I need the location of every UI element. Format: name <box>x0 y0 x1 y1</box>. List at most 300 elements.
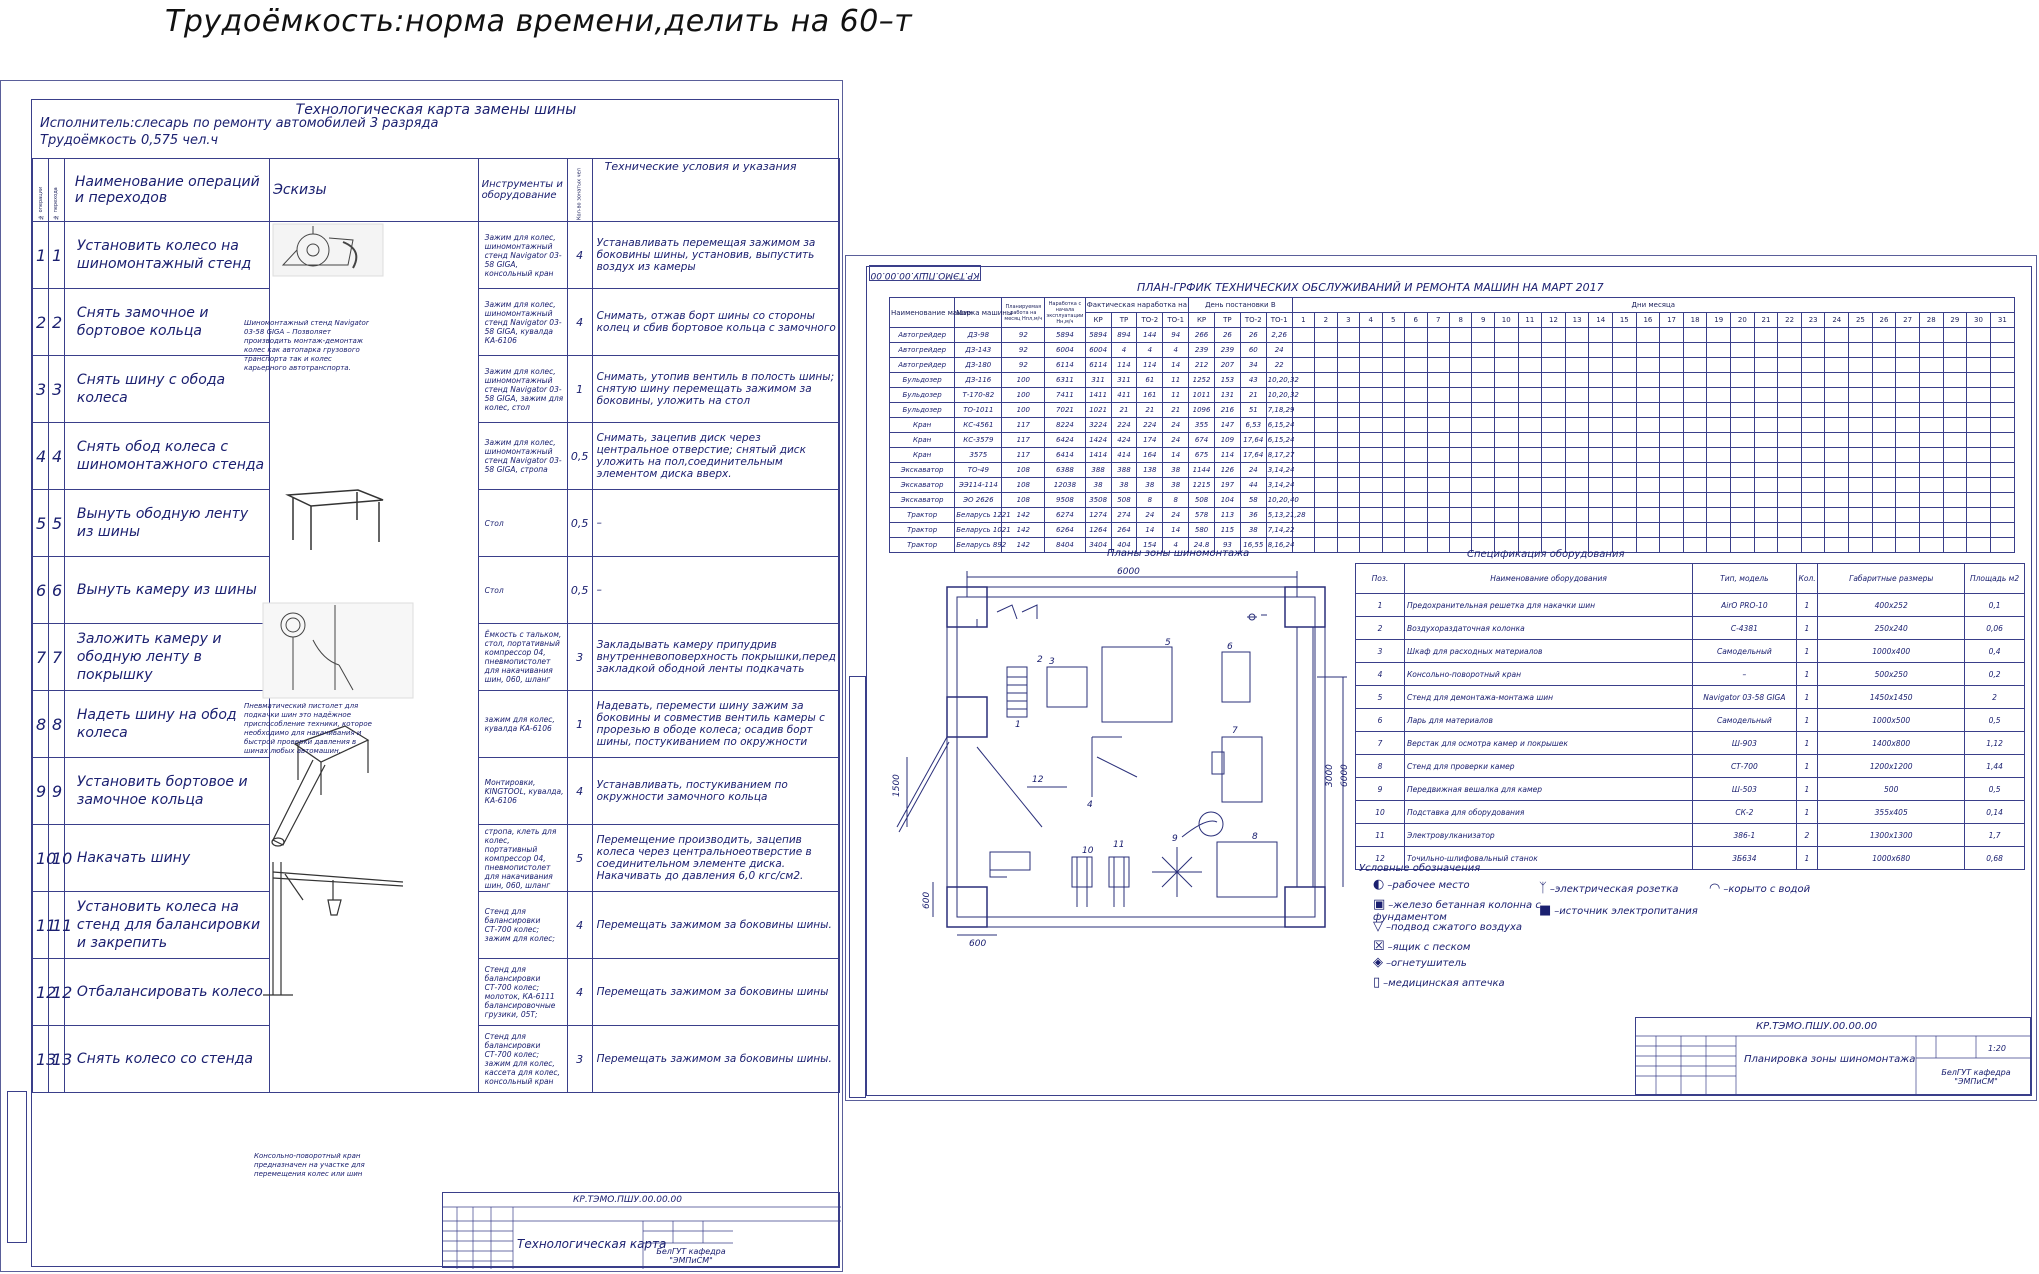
op-conditions: Снимать, утопив вентиль в полость шины; снятую шину перемещать зажимом за боковины, уложить на стол <box>592 356 839 423</box>
day-cell <box>1589 343 1613 358</box>
spec-cell: 1 <box>1796 847 1818 870</box>
day-cell <box>1449 403 1471 418</box>
day-cell <box>1707 493 1731 508</box>
day-cell <box>1472 448 1494 463</box>
step-number: 4 <box>48 423 64 490</box>
day-cell <box>1472 343 1494 358</box>
fact-value: 894 <box>1111 328 1137 343</box>
day-cell <box>1427 328 1449 343</box>
machine-name: Автогрейдер <box>890 343 955 358</box>
schedule-stamp-code: КР.ТЭМО.ПШУ.00.00.00 <box>1756 1021 1878 1032</box>
day-value: 93 <box>1214 538 1240 553</box>
day-cell <box>1943 343 1967 358</box>
card-labor: Трудоёмкость 0,575 чел.ч <box>40 133 219 148</box>
fact-value: 61 <box>1137 373 1163 388</box>
legend-label: –электрическая розетка <box>1549 884 1679 895</box>
day-cell <box>1315 373 1337 388</box>
spec-cell: 1 <box>1796 663 1818 686</box>
day-cell <box>1382 508 1404 523</box>
day-cell <box>1427 433 1449 448</box>
op-tools: зажим для колес, кувалда КА-6106 <box>478 691 567 758</box>
spec-cell: 0,68 <box>1965 847 2025 870</box>
spec-cell: Самодельный <box>1693 640 1796 663</box>
day-cell <box>1754 403 1778 418</box>
svg-text:6: 6 <box>1227 642 1233 652</box>
op-tools: Монтировки, KINGTOOL, кувалда, КА-6106 <box>478 758 567 825</box>
spec-cell: Предохранительная решетка для накачки шин <box>1404 594 1692 617</box>
day-cell <box>1589 433 1613 448</box>
schedule-table <box>889 297 2015 553</box>
day-cell <box>1542 403 1566 418</box>
day-cell <box>1660 328 1684 343</box>
day-cell <box>1707 418 1731 433</box>
op-name: Снять обод колеса с шиномонтажного стенда <box>64 423 269 490</box>
schedule-row <box>890 448 2015 463</box>
day-cell <box>1636 358 1660 373</box>
legend-label: –источник электропитания <box>1554 906 1698 917</box>
h-day-col: КР <box>1189 313 1215 328</box>
day-cell <box>1565 343 1589 358</box>
day-cell <box>1449 358 1471 373</box>
fact-value: 3404 <box>1085 538 1111 553</box>
day-cell <box>1337 478 1359 493</box>
day-cell <box>1778 538 1802 553</box>
spec-cell: – <box>1693 663 1796 686</box>
h-day: День постановки В <box>1189 298 1292 313</box>
day-cell <box>1427 418 1449 433</box>
machine-name: Бульдозер <box>890 403 955 418</box>
machine-name: Автогрейдер <box>890 358 955 373</box>
day-value: 266 <box>1189 328 1215 343</box>
op-conditions: Перемещать зажимом за боковины шины <box>592 959 839 1026</box>
machine-start: 6388 <box>1045 463 1085 478</box>
day-cell <box>1315 328 1337 343</box>
day-cell <box>1565 373 1589 388</box>
spec-cell: 1450х1450 <box>1818 686 1965 709</box>
day-cell <box>1360 493 1382 508</box>
machine-mark: ДЗ-180 <box>955 358 1002 373</box>
schedule-sheet <box>845 255 2037 1101</box>
day-cell <box>1589 418 1613 433</box>
day-cell <box>1315 463 1337 478</box>
card-executor: Исполнитель:слесарь по ремонту автомобилей 3 разряда <box>40 116 439 131</box>
day-cell <box>1778 493 1802 508</box>
op-name: Снять замочное и бортовое кольца <box>64 289 269 356</box>
fact-value: 1264 <box>1085 523 1111 538</box>
day-value: 24.8 <box>1189 538 1215 553</box>
day-cell <box>1589 493 1613 508</box>
water-trough-icon: ◠ <box>1709 881 1721 896</box>
day-value: 355 <box>1189 418 1215 433</box>
day-cell <box>1967 463 1991 478</box>
day-value: 26 <box>1214 328 1240 343</box>
day-value: 17,64 <box>1240 433 1266 448</box>
day-cell <box>1943 358 1967 373</box>
fact-value: 274 <box>1111 508 1137 523</box>
day-value: 16,55 <box>1240 538 1266 553</box>
day-value: 24 <box>1266 343 1292 358</box>
spec-row <box>1356 801 2025 824</box>
day-cell <box>1542 343 1566 358</box>
machine-mark: ТО-49 <box>955 463 1002 478</box>
legend <box>1359 877 1859 997</box>
spec-cell: Шкаф для расходных материалов <box>1404 640 1692 663</box>
fact-value: 1424 <box>1085 433 1111 448</box>
spec-cell: 3Б634 <box>1693 847 1796 870</box>
day-cell <box>1707 478 1731 493</box>
day-cell <box>1778 328 1802 343</box>
fact-value: 14 <box>1137 523 1163 538</box>
day-cell <box>1449 493 1471 508</box>
fact-value: 21 <box>1163 403 1189 418</box>
day-cell <box>1315 418 1337 433</box>
day-cell <box>1990 328 2014 343</box>
fact-value: 8 <box>1137 493 1163 508</box>
day-value: 212 <box>1189 358 1215 373</box>
spec-row <box>1356 617 2025 640</box>
legend-item <box>1539 903 1709 918</box>
machine-hours: 142 <box>1002 523 1045 538</box>
day-cell <box>1542 523 1566 538</box>
day-cell <box>1896 343 1920 358</box>
op-zone: 4 <box>567 222 592 289</box>
schedule-title-block <box>1635 1017 2031 1095</box>
day-cell <box>1707 433 1731 448</box>
fact-value: 38 <box>1163 463 1189 478</box>
spec-row <box>1356 663 2025 686</box>
day-cell <box>1990 433 2014 448</box>
svg-text:2: 2 <box>1037 655 1043 665</box>
legend-item <box>1373 939 1543 954</box>
day-cell <box>1360 403 1382 418</box>
fact-value: 424 <box>1111 433 1137 448</box>
spec-cell: 1 <box>1796 732 1818 755</box>
dim-600-v: 600 <box>922 891 932 909</box>
day-number: 5 <box>1382 313 1404 328</box>
op-number: 7 <box>33 624 49 691</box>
day-cell <box>1754 328 1778 343</box>
day-value: 207 <box>1214 358 1240 373</box>
day-value: 508 <box>1189 493 1215 508</box>
dim-6000: 6000 <box>1117 567 1140 577</box>
title-block-org: БелГУТ кафедра "ЭМПиСМ" <box>656 1247 726 1265</box>
day-cell <box>1990 493 2014 508</box>
day-cell <box>1990 508 2014 523</box>
day-cell <box>1707 448 1731 463</box>
day-cell <box>1405 373 1427 388</box>
spec-cell: СТ-700 <box>1693 755 1796 778</box>
day-value: 2,26 <box>1266 328 1292 343</box>
machine-mark: КС-3579 <box>955 433 1002 448</box>
day-cell <box>1943 478 1967 493</box>
spec-cell: 0,1 <box>1965 594 2025 617</box>
spec-cell: СК-2 <box>1693 801 1796 824</box>
op-zone: 4 <box>567 758 592 825</box>
step-number: 8 <box>48 691 64 758</box>
day-cell <box>1990 358 2014 373</box>
day-cell <box>1683 508 1707 523</box>
day-cell <box>1660 493 1684 508</box>
day-cell <box>1801 433 1825 448</box>
header-op-num: № операции <box>33 159 49 222</box>
op-name: Установить бортовое и замочное кольца <box>64 758 269 825</box>
machine-name: Кран <box>890 433 955 448</box>
day-cell <box>1518 343 1542 358</box>
day-cell <box>1494 523 1518 538</box>
op-tools: Стенд для балансировки СТ-700 колес; молоток, КА-6111 балансировочные грузики, 05Т; <box>478 959 567 1026</box>
day-cell <box>1542 373 1566 388</box>
day-cell <box>1337 343 1359 358</box>
spec-cell: 3 <box>1356 640 1405 663</box>
day-cell <box>1449 328 1471 343</box>
spec-cell: AirO PRO-10 <box>1693 594 1796 617</box>
day-cell <box>1337 373 1359 388</box>
day-cell <box>1967 403 1991 418</box>
spec-cell: 11 <box>1356 824 1405 847</box>
day-cell <box>1849 448 1873 463</box>
day-cell <box>1778 463 1802 478</box>
machine-hours: 92 <box>1002 358 1045 373</box>
op-name: Вынуть ободную ленту из шины <box>64 490 269 557</box>
sketch-note-gun: Пневматический пистолет для подкачки шин это надёжное приспособление техники, которое необходимо для накачивания и быстрой проверки давления в шинах любых автомашин. <box>244 702 372 755</box>
day-cell <box>1825 373 1849 388</box>
day-cell <box>1707 403 1731 418</box>
day-cell <box>1494 373 1518 388</box>
day-cell <box>1990 478 2014 493</box>
day-cell <box>1943 538 1967 553</box>
day-cell <box>1896 358 1920 373</box>
day-cell <box>1449 388 1471 403</box>
spec-cell: Передвижная вешалка для камер <box>1404 778 1692 801</box>
machine-name: Трактор <box>890 508 955 523</box>
day-value: 113 <box>1214 508 1240 523</box>
op-conditions: Перемещать зажимом за боковины шины. <box>592 892 839 959</box>
day-cell <box>1315 493 1337 508</box>
day-cell <box>1449 343 1471 358</box>
fact-value: 11 <box>1163 388 1189 403</box>
fact-value: 224 <box>1111 418 1137 433</box>
fact-value: 164 <box>1137 448 1163 463</box>
h-hours: Планируемая работа на месяц Нпл,м/ч <box>1002 298 1045 328</box>
day-cell <box>1754 538 1778 553</box>
spec-cell: 1 <box>1796 617 1818 640</box>
spec-cell: 5 <box>1356 686 1405 709</box>
spec-cell: 2 <box>1965 686 2025 709</box>
day-cell <box>1967 418 1991 433</box>
day-cell <box>1589 448 1613 463</box>
day-cell <box>1405 328 1427 343</box>
day-value: 115 <box>1214 523 1240 538</box>
rotated-code: КР.ТЭМО.ПШУ.00.00.00 <box>869 265 981 281</box>
spec-cell: 1 <box>1796 594 1818 617</box>
day-cell <box>1896 463 1920 478</box>
day-cell <box>1754 418 1778 433</box>
day-cell <box>1613 343 1637 358</box>
day-number: 13 <box>1565 313 1589 328</box>
spec-cell: 0,06 <box>1965 617 2025 640</box>
day-number: 9 <box>1472 313 1494 328</box>
spec-header: Наименование оборудования <box>1404 564 1692 594</box>
step-number: 3 <box>48 356 64 423</box>
day-cell <box>1919 433 1943 448</box>
spec-row <box>1356 686 2025 709</box>
day-value: 10,20,40 <box>1266 493 1292 508</box>
day-cell <box>1589 463 1613 478</box>
day-cell <box>1990 448 2014 463</box>
fact-value: 94 <box>1163 328 1189 343</box>
day-cell <box>1943 373 1967 388</box>
op-conditions: Снимать, зацепив диск через центральное отверстие; снятый диск уложить на пол,соединительным элементом диска вверх. <box>592 423 839 490</box>
air-supply-icon: ▽ <box>1373 919 1383 934</box>
day-cell <box>1360 388 1382 403</box>
op-tools: Стенд для балансировки СТ-700 колес; зажим для колес; <box>478 892 567 959</box>
day-number: 31 <box>1990 313 2014 328</box>
day-cell <box>1636 403 1660 418</box>
day-cell <box>1919 538 1943 553</box>
day-cell <box>1707 463 1731 478</box>
machine-mark: ЭЭ114-114 <box>955 478 1002 493</box>
day-cell <box>1943 328 1967 343</box>
spec-cell: 355х405 <box>1818 801 1965 824</box>
day-cell <box>1315 433 1337 448</box>
spec-row <box>1356 709 2025 732</box>
h-day-col: ТР <box>1214 313 1240 328</box>
op-conditions: – <box>592 557 839 624</box>
day-cell <box>1565 328 1589 343</box>
op-tools: Ёмкость с тальком, стол, портативный компрессор 04, пневмопистолет для накачивания шин, 060, шланг <box>478 624 567 691</box>
spec-cell: Воздухораздаточная колонка <box>1404 617 1692 640</box>
day-cell <box>1919 478 1943 493</box>
day-cell <box>1472 418 1494 433</box>
op-zone: 0,5 <box>567 490 592 557</box>
day-cell <box>1542 418 1566 433</box>
machine-name: Экскаватор <box>890 478 955 493</box>
day-cell <box>1427 448 1449 463</box>
day-value: 1144 <box>1189 463 1215 478</box>
day-cell <box>1636 328 1660 343</box>
day-cell <box>1589 508 1613 523</box>
legend-title: Условные обозначения <box>1359 863 1481 874</box>
day-cell <box>1472 433 1494 448</box>
fact-value: 4 <box>1163 343 1189 358</box>
day-cell <box>1337 418 1359 433</box>
day-cell <box>1683 493 1707 508</box>
day-value: 34 <box>1240 358 1266 373</box>
day-number: 1 <box>1292 313 1314 328</box>
day-value: 51 <box>1240 403 1266 418</box>
day-cell <box>1967 388 1991 403</box>
header-step-num: № перехода <box>48 159 64 222</box>
day-cell <box>1731 523 1755 538</box>
day-value: 3,14,24 <box>1266 463 1292 478</box>
day-cell <box>1382 403 1404 418</box>
day-cell <box>1896 418 1920 433</box>
fact-value: 404 <box>1111 538 1137 553</box>
machine-start: 8404 <box>1045 538 1085 553</box>
day-cell <box>1494 478 1518 493</box>
day-cell <box>1382 448 1404 463</box>
day-number: 4 <box>1360 313 1382 328</box>
day-cell <box>1825 418 1849 433</box>
day-cell <box>1360 448 1382 463</box>
op-number: 5 <box>33 490 49 557</box>
schedule-row <box>890 343 2015 358</box>
day-value: 114 <box>1214 448 1240 463</box>
h-name: Наименование машин <box>890 298 955 328</box>
h-day-col: ТО-1 <box>1266 313 1292 328</box>
title-block <box>442 1192 840 1268</box>
spec-row <box>1356 824 2025 847</box>
day-cell <box>1518 448 1542 463</box>
day-cell <box>1613 403 1637 418</box>
day-cell <box>1315 448 1337 463</box>
day-cell <box>1849 508 1873 523</box>
day-cell <box>1382 343 1404 358</box>
op-tools: Стол <box>478 490 567 557</box>
op-zone: 4 <box>567 959 592 1026</box>
op-zone: 0,5 <box>567 557 592 624</box>
op-name: Накачать шину <box>64 825 269 892</box>
op-conditions: Перемещать зажимом за боковины шины. <box>592 1026 839 1093</box>
day-cell <box>1683 358 1707 373</box>
fact-value: 388 <box>1111 463 1137 478</box>
day-cell <box>1427 388 1449 403</box>
day-cell <box>1801 373 1825 388</box>
header-conditions: Технические условия и указания <box>592 159 839 222</box>
day-cell <box>1613 463 1637 478</box>
fact-value: 21 <box>1137 403 1163 418</box>
day-cell <box>1565 508 1589 523</box>
day-cell <box>1449 523 1471 538</box>
day-cell <box>1292 523 1314 538</box>
day-cell <box>1778 358 1802 373</box>
legend-label: –огнетушитель <box>1386 958 1467 969</box>
day-cell <box>1919 418 1943 433</box>
day-value: 109 <box>1214 433 1240 448</box>
day-value: 147 <box>1214 418 1240 433</box>
spec-cell: 1200х1200 <box>1818 755 1965 778</box>
day-cell <box>1542 463 1566 478</box>
tech-card-frame <box>31 99 839 1267</box>
day-cell <box>1315 538 1337 553</box>
day-cell <box>1337 328 1359 343</box>
day-cell <box>1542 448 1566 463</box>
day-cell <box>1731 403 1755 418</box>
day-cell <box>1405 478 1427 493</box>
schedule-row <box>890 388 2015 403</box>
day-cell <box>1405 538 1427 553</box>
fact-value: 311 <box>1085 373 1111 388</box>
day-cell <box>1731 463 1755 478</box>
spec-cell: 1 <box>1796 709 1818 732</box>
day-cell <box>1754 388 1778 403</box>
day-cell <box>1872 433 1896 448</box>
day-cell <box>1849 328 1873 343</box>
svg-text:8: 8 <box>1252 832 1258 842</box>
step-number: 6 <box>48 557 64 624</box>
spec-cell: Верстак для осмотра камер и покрышек <box>1404 732 1692 755</box>
day-cell <box>1292 433 1314 448</box>
day-cell <box>1731 448 1755 463</box>
day-cell <box>1494 403 1518 418</box>
day-cell <box>1589 403 1613 418</box>
day-cell <box>1801 538 1825 553</box>
machine-mark: Беларусь 1221 <box>955 508 1002 523</box>
day-cell <box>1636 538 1660 553</box>
day-cell <box>1683 523 1707 538</box>
plan-title: Планы зоны шиномонтажа <box>1107 548 1250 559</box>
day-cell <box>1292 358 1314 373</box>
